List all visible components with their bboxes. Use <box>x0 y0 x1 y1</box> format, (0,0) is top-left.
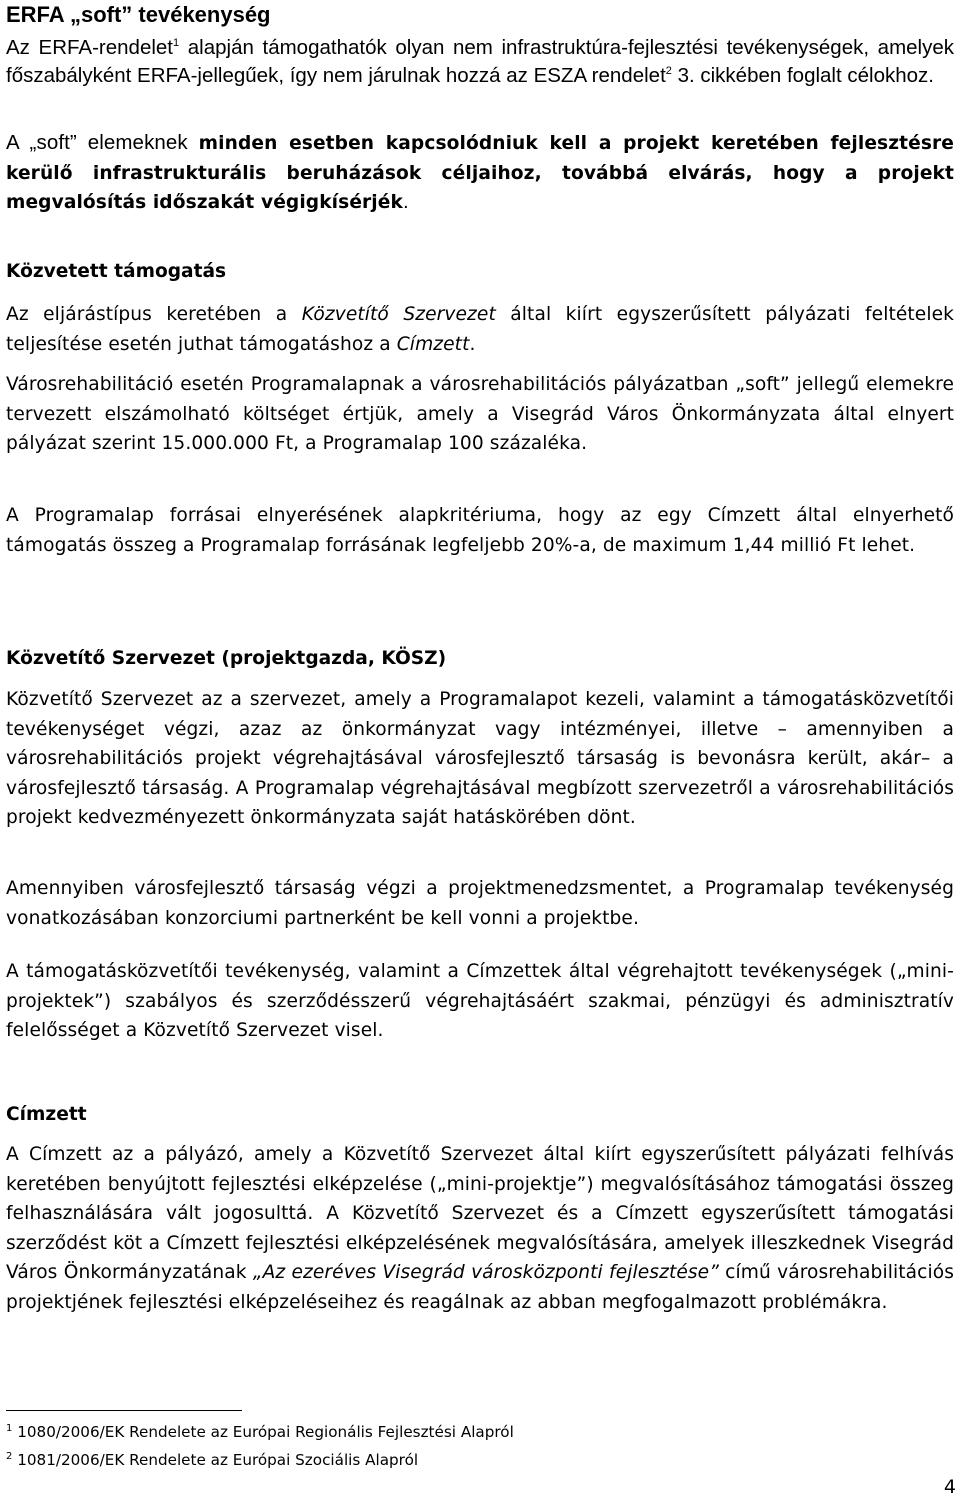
sec1-paragraph-3: A Programalap forrásai elnyerésének alapkritériuma, hogy az egy Címzett által elnyerhető támogatás összeg a Programalap forrásának legfeljebb 20%-a, de maximum 1,44 millió Ft lehet. <box>6 505 954 556</box>
page-number: 4 <box>943 1476 956 1498</box>
sec1-p1-text-a: Az eljárástípus keretében a <box>6 304 302 325</box>
soft-text-2: . <box>402 190 409 213</box>
heading-kozvetito-szervezet: Közvetítő Szervezet (projektgazda, KÖSZ) <box>6 648 447 669</box>
sec3-p1-text-a: A Címzett az a pályázó, amely a Közvetítő Szervezet által kiírt egyszerűsített pályázati felhívás keretében benyújtott fejlesztési elképzelése („mini-projektje”) megvalósításához támogatási összeg felhasználására vált jogosulttá. A Közvetítő Szervezet és a Címzett egyszerűsített támogatási szerződést köt a Címzett fejlesztési elképzelésének megvalósítására, amelyek illeszkednek Visegrád Város Önkormányzatának <box>6 1144 954 1284</box>
sec1-p1-italic-1: Közvetítő Szervezet <box>301 304 496 325</box>
sec1-p1-text-c: . <box>469 333 476 355</box>
sec3-paragraph-1 <box>6 1140 954 1318</box>
section-title: ERFA „soft” tevékenység <box>6 2 271 27</box>
sec1-paragraph-2: Városrehabilitáció esetén Programalapnak a városrehabilitációs pályázatban „soft” jellegű elemekre tervezett elszámolható költséget értjük, amely a Visegrád Város Önkormányzata által elnyert pályázat szerint 15.000.000 Ft, a Programalap 100 százaléka. <box>6 374 954 455</box>
heading-kozvetett-tamogatas: Közvetett támogatás <box>6 261 227 282</box>
footnote-separator <box>6 1410 242 1411</box>
soft-text-1: A „soft” elemeknek <box>6 131 199 154</box>
sec3-p1-text-b: című városrehabilitációs projektjének fejlesztési elképzeléseihez és reagálnak az abban megfogalmazott problémákra. <box>6 1262 954 1313</box>
sec3-p1-italic-project: „Az ezeréves Visegrád városközponti fejlesztése” <box>252 1262 719 1284</box>
intro-text-1: Az ERFA-rendelet <box>6 36 174 59</box>
sec1-paragraph-1 <box>6 300 954 359</box>
sec2-paragraph-3: A támogatásközvetítői tevékenység, valamint a Címzettek által végrehajtott tevékenységek („mini-projektek”) szabályos és szerződésszerű végrehajtásáért szakmai, pénzügyi és adminisztratív felelősséget a Közvetítő Szervezet visel. <box>6 961 954 1042</box>
intro-text-3: 3. cikkében foglalt célokhoz. <box>671 64 934 87</box>
sec1-p1-text-b: által kiírt egyszerűsített pályázati feltételek teljesítése esetén juthat támogatáshoz a <box>6 304 954 355</box>
footnote-ref-2[interactable]: 2 <box>665 65 672 78</box>
footnote-1-number: 1 <box>6 1422 13 1434</box>
intro-text-2: alapján támogathatók olyan nem infrastruktúra-fejlesztési tevékenységek, amelyek főszabályként ERFA-jellegűek, így nem járulnak hozzá az ESZA rendelet <box>6 36 954 87</box>
footnote-1 <box>6 1422 514 1442</box>
footnote-2-text: 1081/2006/EK Rendelete az Európai Szociális Alapról <box>17 1451 419 1469</box>
footnote-2-number: 2 <box>6 1450 13 1462</box>
heading-cimzett: Címzett <box>6 1104 87 1125</box>
footnote-1-text: 1080/2006/EK Rendelete az Európai Regionális Fejlesztési Alapról <box>17 1423 514 1441</box>
sec1-p1-italic-2: Címzett <box>396 333 470 355</box>
footnote-ref-1[interactable]: 1 <box>173 37 180 50</box>
sec2-paragraph-2: Amennyiben városfejlesztő társaság végzi a projektmenedzsmentet, a Programalap tevékenység vonatkozásában konzorciumi partnerként be kell vonni a projektbe. <box>6 878 954 929</box>
footnote-2 <box>6 1450 418 1470</box>
intro-paragraph <box>6 34 954 90</box>
sec2-paragraph-1: Közvetítő Szervezet az a szervezet, amely a Programalapot kezeli, valamint a támogatásközvetítői tevékenységet végzi, azaz az önkormányzat vagy intézményei, illetve – amennyiben a városrehabilitációs projekt végrehajtásával városfejlesztő társaság is bevonásra került, akár– a városfejlesztő társaság. A Programalap végrehajtásával megbízott szervezetről a városrehabilitációs projekt kedvezményezett önkormányzata saját hatáskörében dönt. <box>6 689 954 829</box>
soft-paragraph <box>6 129 954 218</box>
soft-bold-text: minden esetben kapcsolódniuk kell a projekt keretében fejlesztésre kerülő infrastrukturális beruházások céljaihoz, továbbá elvárás, hogy a projekt megvalósítás időszakát végigkísérjék <box>6 133 954 213</box>
